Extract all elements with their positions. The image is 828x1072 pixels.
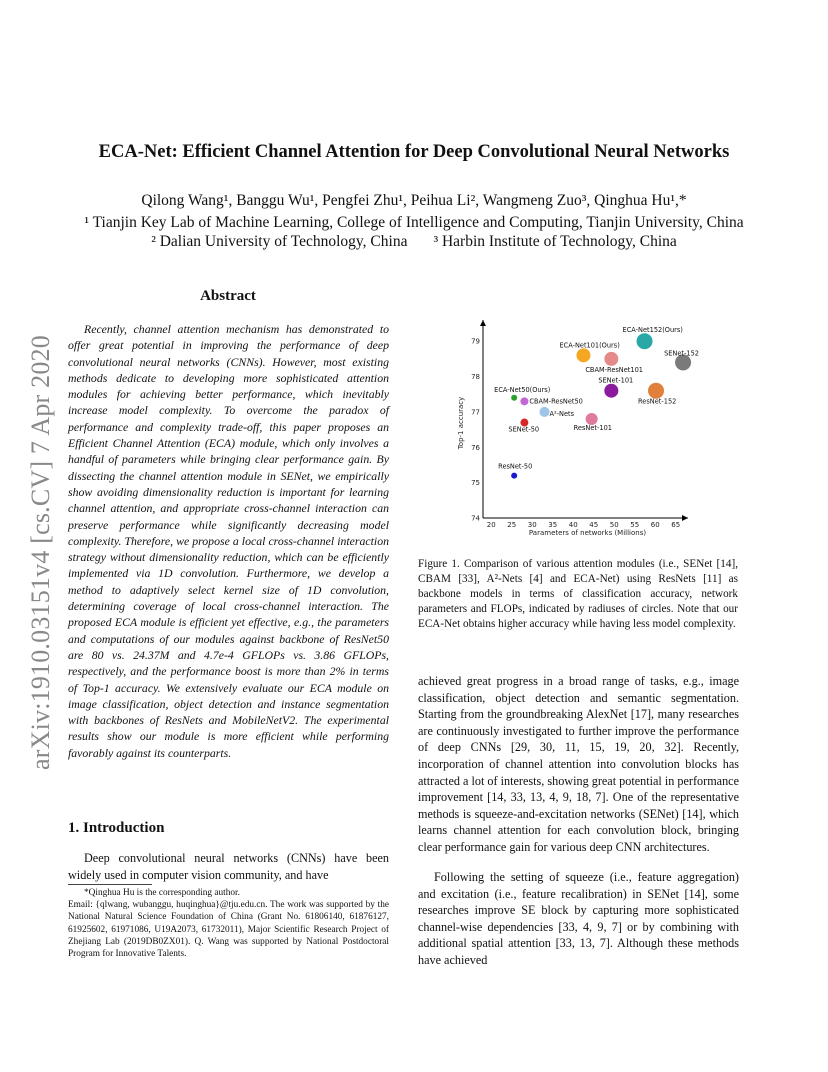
paper-title: ECA-Net: Efficient Channel Attention for Deep Convolutional Neural Networks	[98, 142, 730, 162]
x-tick-label: 20	[486, 521, 496, 529]
data-point	[604, 384, 618, 398]
footnote-rule	[68, 884, 152, 885]
arxiv-sidebar	[26, 290, 55, 770]
x-tick-label: 60	[650, 521, 660, 529]
x-tick-label: 40	[568, 521, 578, 529]
data-point	[511, 395, 517, 401]
accuracy-vs-params-chart	[448, 312, 708, 542]
data-point	[604, 352, 618, 366]
point-label: ResNet-101	[573, 424, 612, 432]
y-tick-label: 76	[471, 443, 480, 452]
affiliation-harbin: ³ Harbin Institute of Technology, China	[433, 233, 677, 250]
point-label: ResNet-152	[638, 397, 677, 406]
point-label: SENet-152	[664, 349, 699, 358]
point-label: SENet-101	[598, 376, 634, 385]
affiliation-dalian: ² Dalian University of Technology, China	[151, 233, 408, 250]
point-label: ECA-Net50(Ours)	[494, 385, 551, 394]
point-label: ResNet-50	[498, 462, 533, 471]
arxiv-identifier: arXiv:1910.03151v4 [cs.CV] 7 Apr 2020	[26, 335, 55, 770]
point-label: SENet-50	[508, 425, 540, 434]
footnote-funding: Email: {qlwang, wubanggu, huqinghua}@tju.edu.cn. The work was supported by the National Natural Science Foundation of China (Grant No. 61806140, 61876127, 61925602, 61971086, U19A2073, 61732011), Major Scientific Research Project of Zhejiang Lab (2019DB0ZX01). Q. Wang was supported by National Postdoctoral Program for Innovative Talents.	[68, 900, 389, 960]
point-label: CBAM-ResNet101	[585, 365, 643, 374]
y-tick-label: 74	[471, 514, 480, 523]
data-point	[540, 407, 550, 417]
data-point	[576, 348, 590, 362]
abstract-heading: Abstract	[200, 288, 256, 304]
point-label: ECA-Net101(Ours)	[559, 341, 620, 350]
footnote	[68, 887, 389, 960]
x-tick-label: 55	[630, 521, 640, 529]
body-paragraph-a: achieved great progress in a broad range of tasks, e.g., image classification, object detection and semantic segmentation. Starting from the groundbreaking AlexNet [17], many researches are continuously investigated to further improve the performance of deep CNNs [29, 30, 11, 15, 19, 20, 32]. Recently, incorporation of channel attention into convolution blocks has attracted a lot of interests, showing great potential in performance improvement [14, 33, 13, 4, 9, 18, 7]. One of the representative methods is squeeze-and-excitation networks (SENet) [14], which learns channel attention for each convolution block, bringing clear performance gain for various deep CNN architectures.	[418, 674, 739, 854]
data-point	[520, 397, 528, 405]
x-axis-label: Parameters of networks (Millions)	[528, 529, 647, 537]
footnote-corresponding-author: *Qinghua Hu is the corresponding author.	[84, 888, 240, 898]
x-tick-label: 30	[527, 521, 537, 529]
introduction-paragraph: Deep convolutional neural networks (CNNs) have been widely used in computer vision community, and have	[68, 851, 389, 882]
y-tick-label: 78	[471, 373, 480, 382]
affiliation-tianjin: ¹ Tianjin Key Lab of Machine Learning, College of Intelligence and Computing, Tianjin University, China	[84, 214, 744, 231]
y-tick-label: 77	[471, 408, 480, 417]
x-tick-label: 65	[671, 521, 681, 529]
affiliation-line-2	[0, 233, 828, 251]
figure-caption: Figure 1. Comparison of various attention modules (i.e., SENet [14], CBAM [33], A²-Nets [4] and ECA-Net) using ResNets [11] as backbone models in terms of classification accuracy, network parameters and FLOPs, indicated by radiuses of circles. Note that our ECA-Net obtains higher accuracy while having less model complexity.	[418, 558, 738, 630]
data-point	[648, 383, 664, 399]
y-axis-arrow	[480, 320, 486, 326]
abstract-text: Recently, channel attention mechanism has demonstrated to offer great potential in improving the performance of deep convolutional neural networks (CNNs). However, most existing methods dedicate to developing more sophisticated attention modules for achieving better performance, which inevitably increase model complexity. To overcome the paradox of performance and complexity trade-off, this paper proposes an Efficient Channel Attention (ECA) module, which only involves a handful of parameters while bringing clear performance gain. By dissecting the channel attention module in SENet, we empirically show avoiding dimensionality reduction is important for learning channel attention, and appropriate cross-channel interaction can preserve performance while significantly decreasing model complexity. Therefore, we propose a local cross-channel interaction strategy without dimensionality reduction, which can be efficiently implemented via 1D convolution. Furthermore, we develop a method to adaptively select kernel size of 1D convolution, determining coverage of local cross-channel interaction. The proposed ECA module is efficient yet effective, e.g., the parameters and computations of our modules against backbone of ResNet50 are 80 vs. 24.37M and 4.7e-4 GFLOPs vs. 3.86 GFLOPs, respectively, and the performance boost is more than 2% in terms of Top-1 accuracy. We extensively evaluate our ECA module on image classification, object detection and instance segmentation with backbones of ResNets and MobileNetV2. The experimental results show our module is more efficient while performing favorably against its counterparts.	[68, 322, 389, 760]
y-axis-label: Top-1 accuracy	[457, 396, 465, 450]
x-tick-label: 50	[609, 521, 619, 529]
data-point	[637, 333, 653, 349]
y-tick-label: 75	[471, 479, 480, 488]
point-label: A²-Nets	[549, 409, 575, 418]
data-point	[511, 473, 517, 479]
author-list: Qilong Wang¹, Banggu Wu¹, Pengfei Zhu¹, Peihua Li², Wangmeng Zuo³, Qinghua Hu¹,*	[141, 192, 687, 209]
x-axis-arrow	[682, 515, 688, 521]
introduction-heading: 1. Introduction	[68, 820, 165, 836]
y-tick-label: 79	[471, 337, 480, 346]
point-label: CBAM-ResNet50	[529, 397, 583, 406]
x-tick-label: 35	[548, 521, 558, 529]
body-paragraph-b: Following the setting of squeeze (i.e., feature aggregation) and excitation (i.e., feature recalibration) in SENet [14], some researches improve SE block by capturing more sophisticated channel-wise dependencies [33, 4, 9, 7] or by combining with additional spatial attention [33, 13, 7]. Although these methods have achieved	[418, 870, 739, 967]
x-tick-label: 45	[589, 521, 599, 529]
point-label: ECA-Net152(Ours)	[622, 326, 683, 335]
x-tick-label: 25	[507, 521, 517, 529]
